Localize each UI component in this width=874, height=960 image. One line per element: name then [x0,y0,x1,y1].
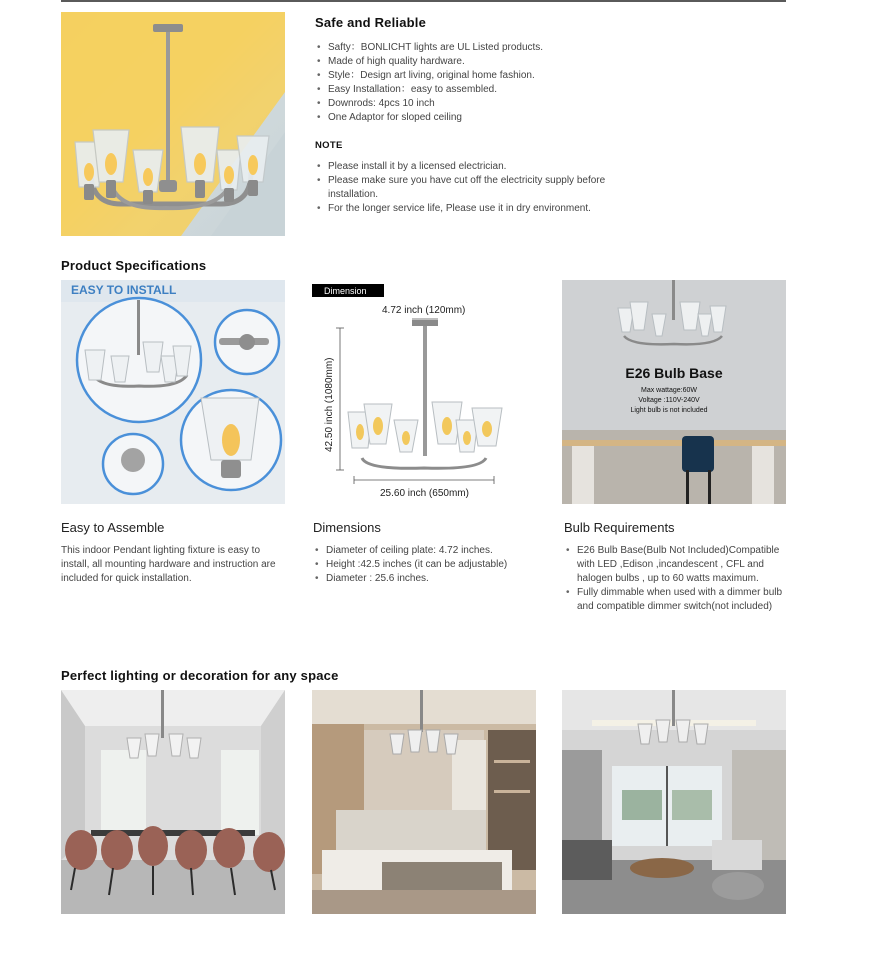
perfect-lighting-title: Perfect lighting or decoration for any space [61,668,339,683]
note-list [315,160,645,216]
list-item: • For the longer service life, Please use it in dry environment. [315,202,645,216]
bulb-voltage: Voltage :110V-240V [638,397,700,404]
dim-height-label: 42.50 inch (1080mm) [324,357,335,452]
note-heading: NOTE [315,140,343,151]
bedroom-image [312,690,536,914]
easy-install-label: EASY TO INSTALL [71,283,177,297]
list-item: • Please make sure you have cut off the electricity supply before installation. [315,174,615,202]
list-item: • Safty：BONLICHT lights are UL Listed products. [315,41,645,55]
list-item: • E26 Bulb Base(Bulb Not Included)Compatible with LED ,Edison ,incandescent , CFL and halogen bulbs , up to 60 watts maximum. [564,544,790,586]
list-item: • Downrods: 4pcs 10 inch [315,97,645,111]
list-item: • Made of high quality hardware. [315,55,645,69]
dimension-diagram-image [312,280,536,504]
dimensions-list [313,544,539,586]
column-heading: Bulb Requirements [564,520,675,535]
column-text: This indoor Pendant lighting fixture is easy to install, all mounting hardware and instruction are included for quick installation. [61,545,276,584]
top-image-edge [61,0,786,2]
bulb-requirements-column [564,520,790,614]
living-room-image [562,690,786,914]
dining-room-image [61,690,285,914]
dimension-badge: Dimension [324,286,367,296]
bulb-not-included: Light bulb is not included [630,407,708,414]
column-heading: Dimensions [313,520,381,535]
bulb-list [564,544,790,614]
list-item: • Diameter : 25.6 inches. [313,572,539,586]
list-item: • One Adaptor for sloped ceiling [315,111,645,125]
easy-to-install-image [61,280,285,504]
bulb-heading: E26 Bulb Base [625,365,723,381]
dim-diameter-label: 25.60 inch (650mm) [380,488,469,499]
safe-reliable-section [315,15,645,216]
list-item: • Height :42.5 inches (it can be adjustable) [313,558,539,572]
feature-list [315,41,645,125]
bulb-wattage: Max wattage:60W [640,387,698,394]
dim-width-label: 4.72 inch (120mm) [382,305,466,316]
section-title: Safe and Reliable [315,15,427,30]
column-heading: Easy to Assemble [61,520,165,535]
list-item: • Easy Installation：easy to assembled. [315,83,645,97]
chandelier-product-image [61,12,285,236]
easy-assemble-column [61,520,287,586]
product-specifications-title: Product Specifications [61,258,207,273]
list-item: • Please install it by a licensed electrician. [315,160,645,174]
bulb-base-image [562,280,786,504]
list-item: • Diameter of ceiling plate: 4.72 inches. [313,544,539,558]
dimensions-column [313,520,539,586]
list-item: • Style：Design art living, original home fashion. [315,69,645,83]
list-item: • Fully dimmable when used with a dimmer bulb and compatible dimmer switch(not included) [564,586,790,614]
